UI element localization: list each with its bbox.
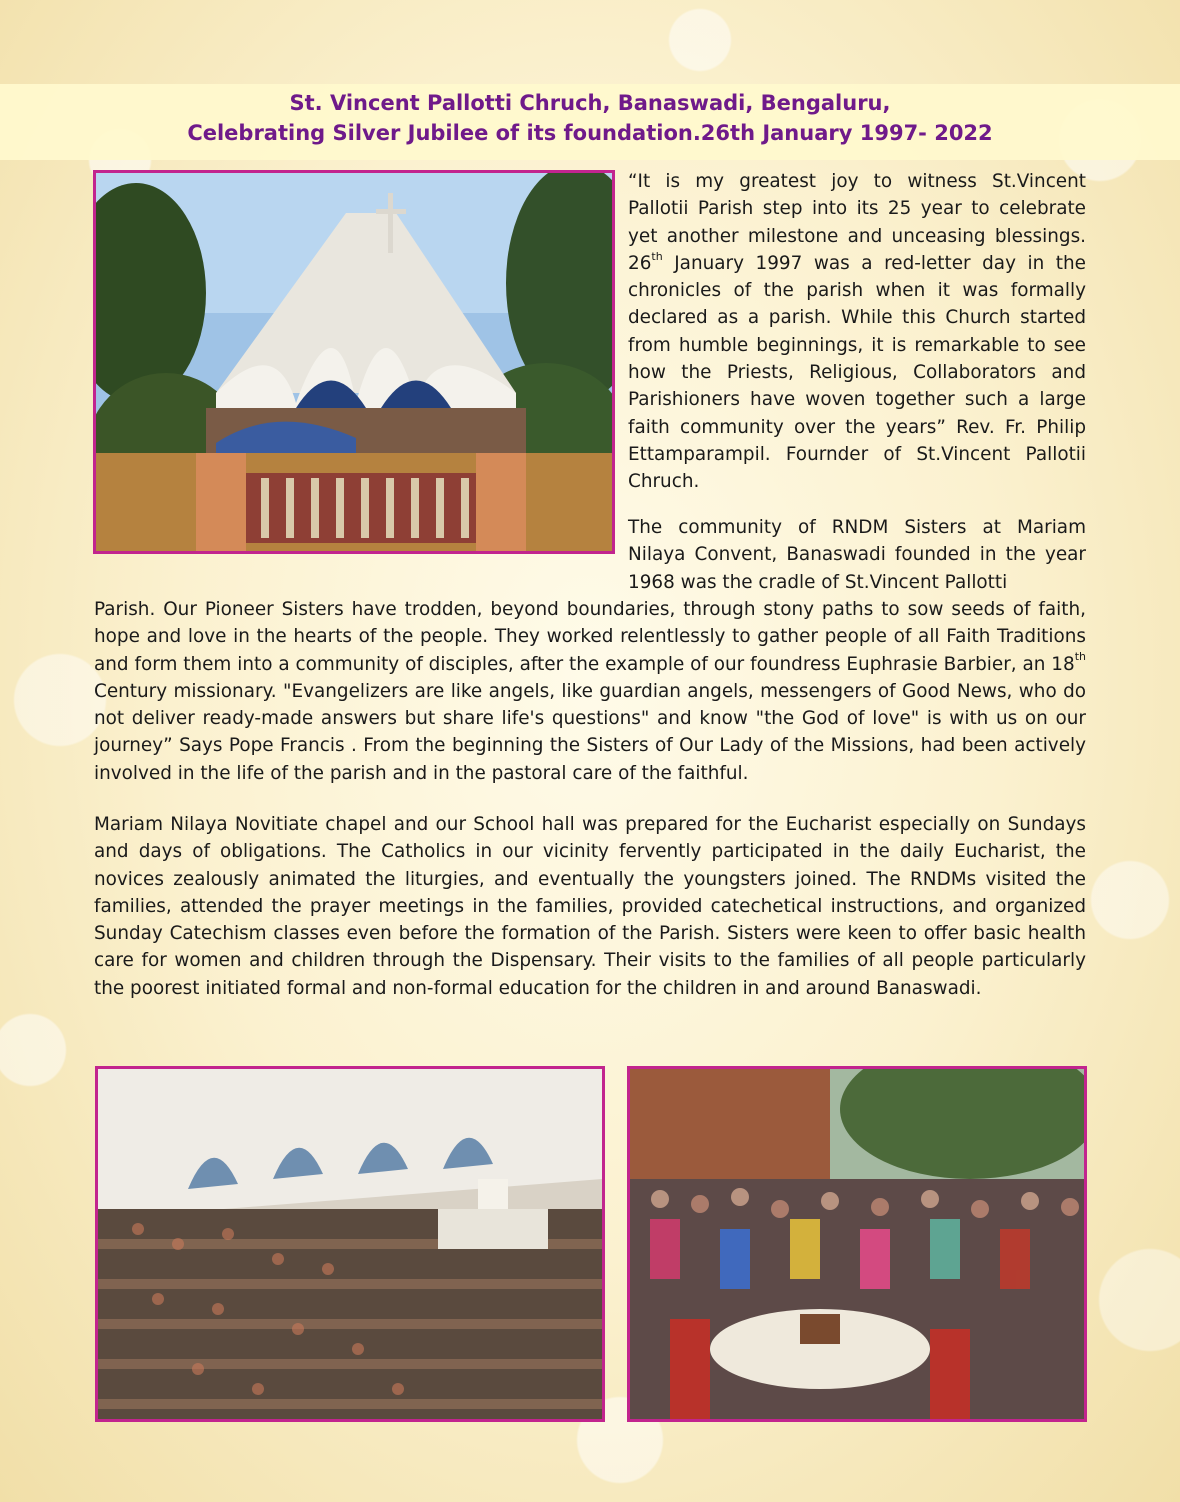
page-title <box>0 88 1180 148</box>
novitiate-paragraph: Mariam Nilaya Novitiate chapel and our School hall was prepared for the Eucharist especially on Sundays and days of obligations. The Catholics in our vicinity fervently participated in the daily Eucharist, the novices zealously animated the liturgies, and eventually the youngsters joined. The RNDMs visited the families, attended the prayer meetings in the families, provided catechetical instructions, and organized Sunday Catechism classes even before the formation of the Parish. Sisters were keen to offer basic health care for women and children through the Dispensary. Their visits to the families of all people particularly the poorest initiated formal and non-formal education for the children in and around Banaswadi. <box>94 814 1086 999</box>
church-interior-illustration <box>98 1069 602 1419</box>
congregation-outdoor-illustration <box>630 1069 1084 1419</box>
church-interior-photo <box>95 1066 605 1422</box>
rndm-superscript: th <box>1074 650 1086 664</box>
congregation-outdoor-photo <box>627 1066 1087 1422</box>
rndm-part-1: Parish. Our Pioneer Sisters have trodden, beyond boundaries, through stony paths to sow seeds of faith, hope and love in the hearts of the people. They worked relentlessly to gather people of all Faith Traditions and form them into a community of disciples, after the example of our foundress Euphrasie Barbier, an 18 <box>94 599 1086 675</box>
quote-part-2: January 1997 was a red-letter day in the chronicles of the parish when it was formally declared as a parish. While this Church started from humble beginnings, it is remarkable to see how the Priests, Religious, Collaborators and Parishioners have woven together such a large faith community over the years” Rev. Fr. Philip Ettamparampil. Fournder of St.Vincent Pallotii Chruch. <box>628 252 1086 493</box>
page-title-line-1: St. Vincent Pallotti Chruch, Banaswadi, Bengaluru, <box>289 91 891 115</box>
church-exterior-photo <box>93 170 615 554</box>
rndm-intro: The community of RNDM Sisters at Mariam Nilaya Convent, Banaswadi founded in the year 1968 was the cradle of St.Vincent Pallotti <box>628 517 1086 593</box>
church-exterior-illustration <box>96 173 612 551</box>
rndm-paragraph <box>94 596 1086 787</box>
quote-part-1: “It is my greatest joy to witness St.Vincent Pallotii Parish step into its 25 year to celebrate yet another milestone and unceasing blessings. 26 <box>628 171 1086 274</box>
rndm-part-2: Century missionary. "Evangelizers are like angels, like guardian angels, messengers of Good News, who do not deliver ready-made answers but share life's questions" and know "the God of love" is with us on our journey” Says Pope Francis . From the beginning the Sisters of Our Lady of the Missions, had been actively involved in the life of the parish and in the pastoral care of the faithful. <box>94 680 1086 784</box>
founder-quote <box>628 168 1086 496</box>
page-title-line-2: Celebrating Silver Jubilee of its foundation.26th January 1997- 2022 <box>187 121 993 145</box>
quote-superscript: th <box>651 249 663 263</box>
